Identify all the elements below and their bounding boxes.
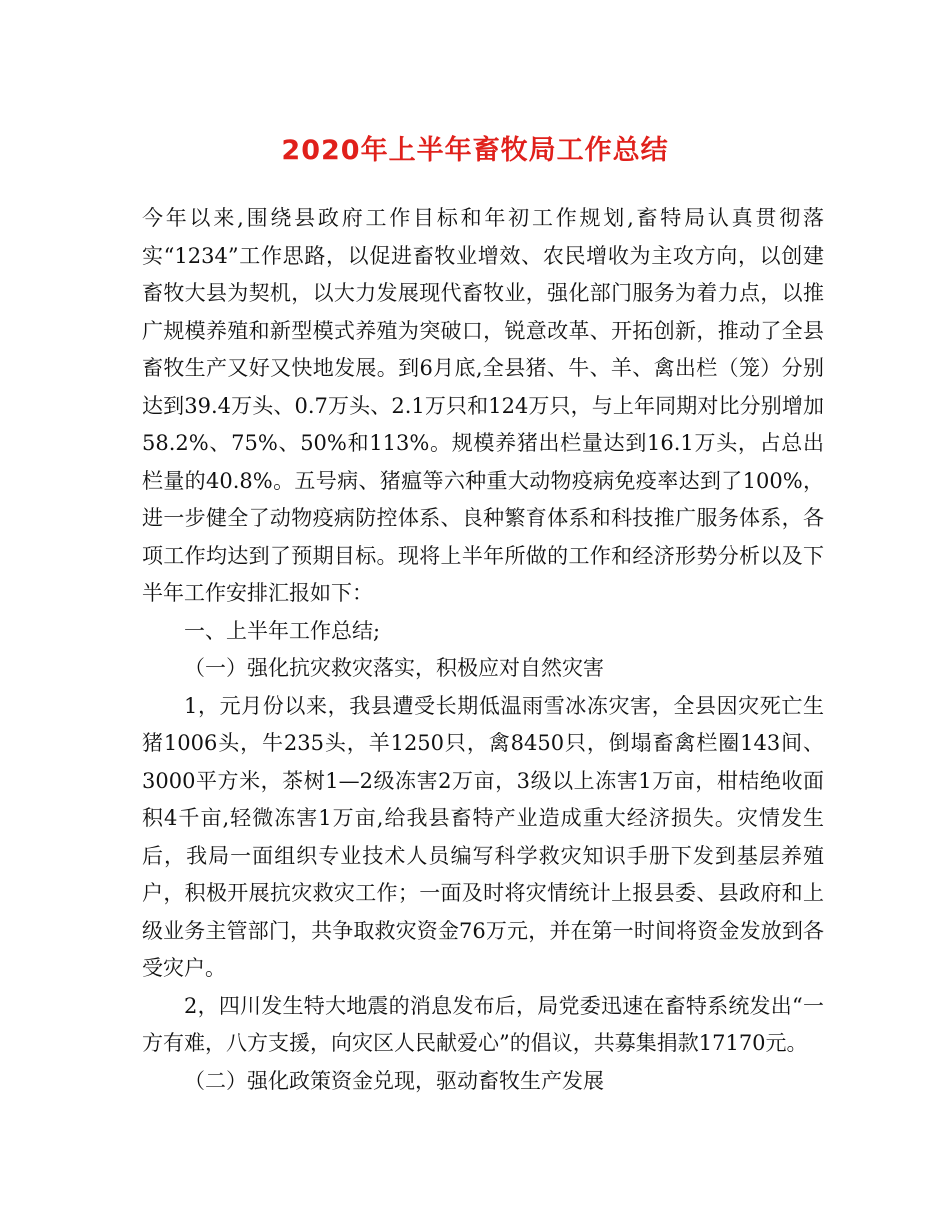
intro-paragraph: 今年以来,围绕县政府工作目标和年初工作规划,畜特局认真贯彻落实“1234”工作思路，以促进畜牧业增效、农民增收为主攻方向，以创建畜牧大县为契机，以大力发展现代畜牧业，强化部门服务为着力点，以推广规模养殖和新型模式养殖为突破口，锐意改革、开拓创新，推动了全县畜牧生产又好又快地发展。到6月底,全县猪、牛、羊、禽出栏（笼）分别达到39.4万头、0.7万头、2.1万只和124万只，与上年同期对比分别增加58.2%、75%、50%和113%。规模养猪出栏量达到16.1万头，占总出栏量的40.8%。五号病、猪瘟等六种重大动物疫病免疫率达到了100%，进一步健全了动物疫病防控体系、良种繁育体系和科技推广服务体系，各项工作均达到了预期目标。现将上半年所做的工作和经济形势分析以及下半年工作安排汇报如下：	[142, 206, 824, 605]
section-heading-1: 一、上半年工作总结;	[184, 618, 381, 643]
document-body	[142, 200, 824, 1100]
document-title: 2020年上半年畜牧局工作总结	[281, 135, 669, 166]
subsection-heading-2: （二）强化政策资金兑现，驱动畜牧生产发展	[184, 1068, 604, 1093]
subsection-heading-1: （一）强化抗灾救灾落实，积极应对自然灾害	[184, 656, 604, 680]
item-paragraph-2: 2，四川发生特大地震的消息发布后，局党委迅速在畜特系统发出“一方有难，八方支援，向灾区人民献爱心”的倡议，共募集捐款17170元。	[142, 993, 824, 1055]
item-paragraph-1: 1，元月份以来，我县遭受长期低温雨雪冰冻灾害，全县因灾死亡生猪1006头，牛235头，羊1250只，禽8450只，倒塌畜禽栏圈143间、3000平方米，茶树1—2级冻害2万亩，3级以上冻害1万亩，柑桔绝收面积4千亩,轻微冻害1万亩,给我县畜特产业造成重大经济损失。灾情发生后，我局一面组织专业技术人员编写科学救灾知识手册下发到基层养殖户，积极开展抗灾救灾工作；一面及时将灾情统计上报县委、县政府和上级业务主管部门，共争取救灾资金76万元，并在第一时间将资金发放到各受灾户。	[142, 693, 824, 980]
